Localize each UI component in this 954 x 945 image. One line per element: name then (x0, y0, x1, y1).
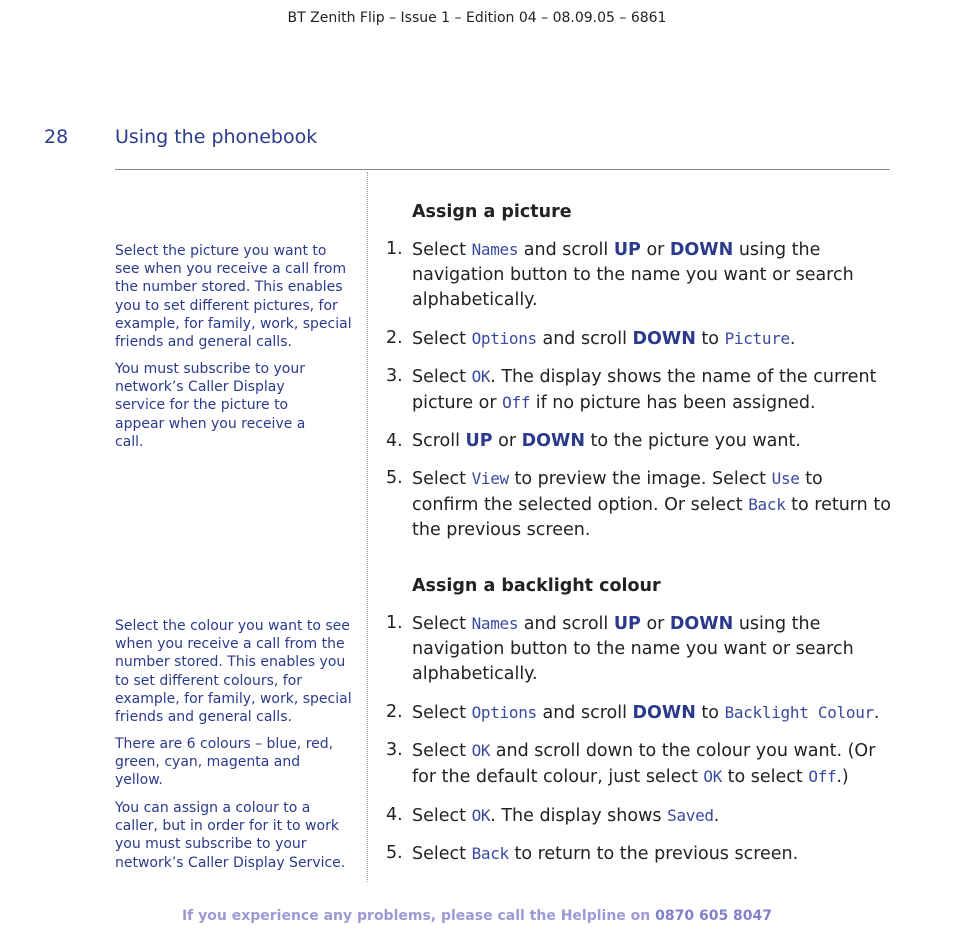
key-label: DOWN (521, 430, 585, 451)
lcd-label: Options (471, 702, 537, 722)
key-label: UP (613, 240, 641, 260)
list-item (386, 237, 891, 313)
step-number: 1. (386, 613, 403, 633)
list-item (386, 466, 891, 543)
sidebar-note-colour: Select the colour you want to see when you receive a call from the number stored. This enables you to set different colours, for example, for family, work, special friends and general calls. (115, 618, 352, 726)
key-label: DOWN (669, 240, 734, 260)
step-number: 2. (386, 701, 403, 722)
column-divider (367, 172, 368, 882)
step-text: Select (412, 844, 472, 864)
step-text: . (789, 328, 796, 349)
sidebar-note-picture: Select the picture you want to see when you receive a call from the number stored. This enables you to set different pictures, for example, for family, work, special friends and general calls. (115, 243, 352, 351)
lcd-label: View (471, 469, 509, 488)
step-text: using the navigation button to the name you want or search alphabetically. (412, 240, 854, 310)
lcd-label: OK (471, 741, 491, 760)
lcd-label: Names (471, 614, 519, 633)
lcd-label: OK (703, 767, 723, 786)
assign-picture-heading: Assign a picture (412, 202, 572, 222)
header-divider (115, 169, 890, 170)
step-text: or (492, 430, 522, 451)
step-number: 4. (386, 430, 403, 451)
assign-backlight-heading: Assign a backlight colour (412, 576, 661, 596)
step-text: or (640, 614, 670, 634)
step-number: 3. (386, 740, 403, 760)
lcd-label: Saved (667, 805, 714, 825)
step-text: and scroll (536, 702, 633, 723)
lcd-label: OK (471, 367, 491, 386)
lcd-label: Options (471, 328, 537, 348)
step-text: to return to the previous screen. (412, 495, 891, 540)
step-number: 5. (386, 843, 403, 863)
step-text: .) (836, 767, 849, 787)
step-text: . The display shows (490, 805, 668, 826)
step-text: to (695, 702, 725, 723)
step-text: to the picture you want. (584, 430, 801, 451)
key-label: UP (465, 430, 493, 451)
step-text: Select (412, 469, 472, 489)
lcd-label: Off (502, 393, 531, 412)
assign-picture-steps (386, 237, 891, 556)
step-number: 3. (386, 366, 403, 386)
step-text: Select (412, 805, 472, 826)
lcd-label: Back (471, 844, 509, 863)
step-text: Select (412, 328, 472, 349)
key-label: UP (613, 614, 641, 634)
list-item (386, 803, 891, 829)
step-text: to select (722, 767, 809, 787)
step-text: to (695, 328, 725, 349)
document-info-header: BT Zenith Flip – Issue 1 – Edition 04 – 08.09.05 – 6861 (287, 10, 667, 26)
key-label: DOWN (632, 328, 696, 349)
step-text: to return to the previous screen. (508, 844, 799, 864)
step-text: to confirm the selected option. Or select (412, 469, 823, 515)
step-number: 5. (386, 468, 403, 488)
step-text: and scroll (518, 240, 614, 260)
step-text: . (713, 805, 720, 826)
step-text: Select (412, 367, 472, 387)
step-text: and scroll (518, 614, 614, 634)
lcd-label: Off (808, 767, 837, 786)
step-text: and scroll down to the colour you want. (Or for the default colour, just select (412, 741, 876, 787)
lcd-label: Names (471, 240, 519, 259)
lcd-label: Backlight Colour (724, 702, 874, 722)
step-text: Select (412, 240, 472, 260)
key-label: DOWN (632, 702, 696, 723)
helpline-phone: 0870 605 8047 (655, 908, 773, 924)
step-text: or (640, 240, 670, 260)
step-number: 2. (386, 327, 403, 348)
list-item (386, 326, 891, 352)
step-text: if no picture has been assigned. (530, 393, 816, 413)
list-item (386, 364, 891, 416)
lcd-label: Use (771, 469, 800, 488)
lcd-label: Picture (724, 328, 790, 348)
step-text: and scroll (536, 328, 633, 349)
footer-text: If you experience any problems, please call the Helpline on (181, 908, 656, 924)
step-text: to preview the image. Select (508, 469, 772, 489)
list-item (386, 429, 891, 454)
step-text: Select (412, 702, 472, 723)
helpline-footer (0, 908, 954, 924)
list-item (386, 841, 891, 867)
sidebar-note-caller-display: You must subscribe to your network’s Caller Display service for the picture to appear when you receive a call. (115, 361, 306, 450)
assign-backlight-steps (386, 611, 891, 880)
step-number: 4. (386, 804, 403, 825)
step-text: Select (412, 741, 472, 761)
lcd-label: Back (748, 495, 786, 514)
page-number: 28 (44, 126, 69, 148)
lcd-label: OK (471, 805, 491, 825)
list-item (386, 738, 891, 790)
step-text: . The display shows the name of the current picture or (412, 367, 877, 413)
step-number: 1. (386, 239, 403, 259)
step-text: Scroll (412, 430, 466, 451)
step-text: . (873, 702, 880, 723)
step-text: Select (412, 614, 472, 634)
list-item (386, 611, 891, 687)
sidebar-note-subscription: You can assign a colour to a caller, but in order for it to work you must subscribe to your network’s Caller Display Service. (115, 800, 346, 871)
section-title: Using the phonebook (115, 126, 318, 148)
sidebar-note-colour-list: There are 6 colours – blue, red, green, cyan, magenta and yellow. (115, 736, 334, 789)
key-label: DOWN (669, 614, 734, 634)
list-item (386, 700, 891, 726)
step-text: using the navigation button to the name you want or search alphabetically. (412, 614, 854, 684)
